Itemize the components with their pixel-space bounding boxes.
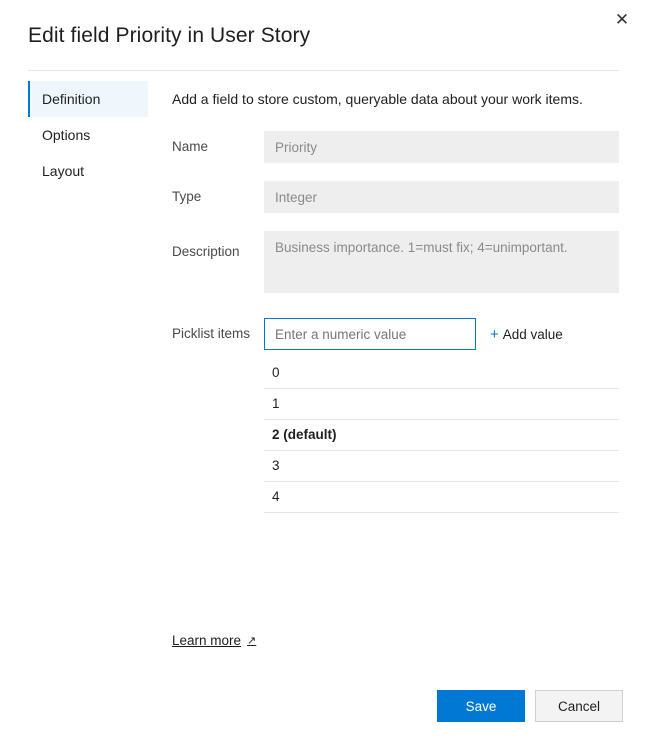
learn-more-link[interactable] bbox=[172, 633, 256, 648]
tab-layout-label: Layout bbox=[42, 163, 85, 179]
picklist-label: Picklist items bbox=[172, 326, 251, 341]
picklist-control bbox=[264, 318, 619, 513]
external-link-icon: ↗ bbox=[247, 635, 257, 647]
field-row-type bbox=[172, 181, 619, 213]
dialog-footer bbox=[0, 670, 647, 742]
field-row-name bbox=[172, 131, 619, 163]
field-row-description bbox=[172, 231, 619, 298]
tab-list bbox=[28, 71, 148, 670]
list-item[interactable]: 0 bbox=[264, 358, 619, 389]
list-item[interactable]: 4 bbox=[264, 482, 619, 513]
tab-options[interactable] bbox=[28, 117, 148, 153]
type-field[interactable] bbox=[264, 181, 619, 213]
close-icon[interactable]: ✕ bbox=[607, 4, 637, 34]
name-control bbox=[264, 131, 619, 163]
tab-layout[interactable] bbox=[28, 153, 148, 189]
tab-panel-definition bbox=[148, 71, 619, 670]
tab-options-label: Options bbox=[42, 127, 91, 143]
field-row-picklist bbox=[172, 318, 619, 513]
page-title: Edit field Priority in User Story bbox=[28, 24, 311, 47]
save-button[interactable]: Save bbox=[437, 690, 525, 722]
description-control bbox=[264, 231, 619, 298]
tab-definition-label: Definition bbox=[42, 91, 101, 107]
picklist-items-list bbox=[264, 358, 619, 513]
type-control bbox=[264, 181, 619, 213]
picklist-entry-row bbox=[264, 318, 619, 350]
tab-definition[interactable] bbox=[28, 81, 148, 117]
dialog-body bbox=[0, 71, 647, 670]
description-field[interactable] bbox=[264, 231, 619, 293]
name-field[interactable] bbox=[264, 131, 619, 163]
cancel-button[interactable]: Cancel bbox=[535, 690, 623, 722]
description-label: Description bbox=[172, 244, 240, 259]
plus-icon: + bbox=[490, 325, 499, 343]
learn-more-label: Learn more bbox=[172, 633, 242, 648]
picklist-value-input[interactable] bbox=[264, 318, 476, 350]
name-label: Name bbox=[172, 139, 209, 154]
list-item[interactable]: 3 bbox=[264, 451, 619, 482]
add-value-button[interactable] bbox=[490, 327, 563, 342]
intro-text: Add a field to store custom, queryable data about your work items. bbox=[172, 91, 583, 107]
add-value-label: Add value bbox=[502, 326, 563, 342]
type-label: Type bbox=[172, 189, 202, 204]
list-item[interactable]: 1 bbox=[264, 389, 619, 420]
list-item[interactable]: 2 (default) bbox=[264, 420, 619, 451]
